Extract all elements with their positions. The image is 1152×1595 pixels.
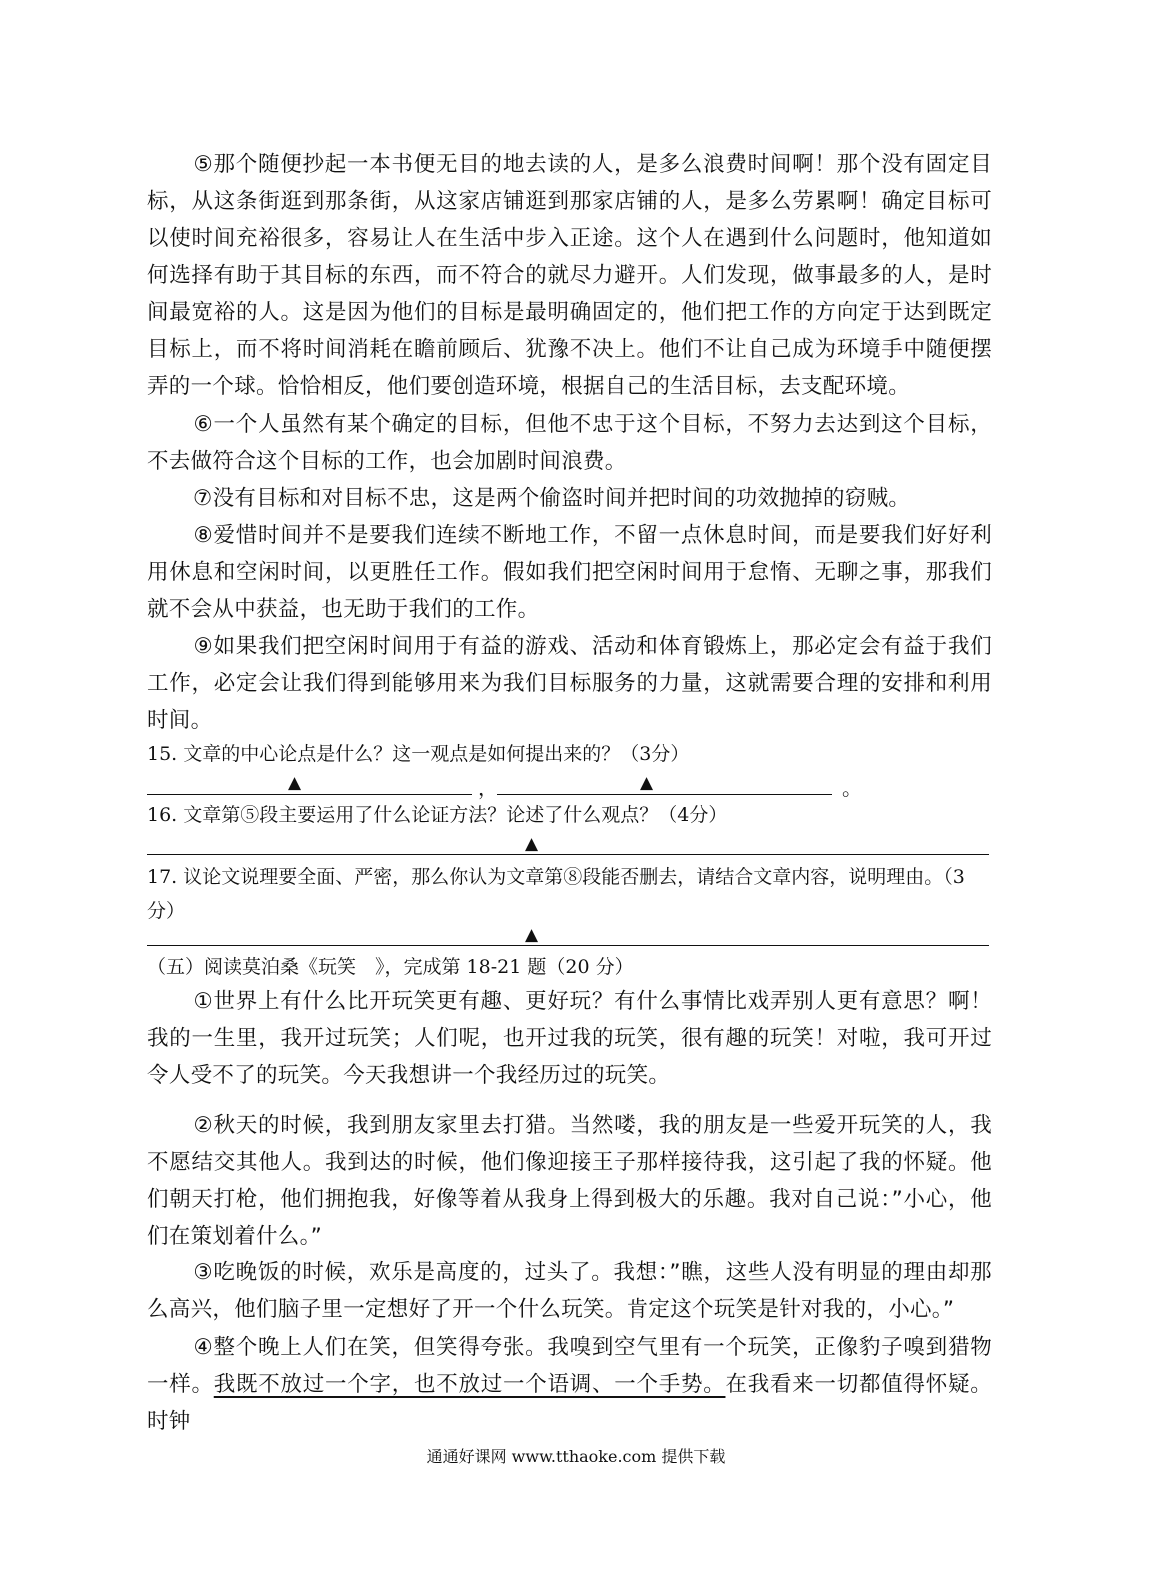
paragraph-7: ⑦没有目标和对目标不忠，这是两个偷盗时间并把时间的功效抛掉的窃贼。 bbox=[193, 486, 911, 511]
section-5-heading: （五）阅读莫泊桑《玩笑 》，完成第 18-21 题（20 分） bbox=[147, 956, 634, 978]
q15-period: 。 bbox=[842, 776, 862, 800]
paragraph-5: ⑤那个随便抄起一本书便无目的地去读的人，是多么浪费时间啊！那个没有固定目标，从这条街逛到那条街，从这家店铺逛到那家店铺的人，是多么劳累啊！确定目标可以使时间充裕很多，容易让人在生活中步入正途。这个人在遇到什么问题时，他知道如何选择有助于其目标的东西，而不符合的就尽力避开。人们发现，做事最多的人，是时间最宽裕的人。这是因为他们的目标是最明确固定的，他们把工作的方向定于达到既定目标上，而不将时间消耗在瞻前顾后、犹豫不决上。他们不让自己成为环境手中随便摆弄的一个球。恰恰相反，他们要创造环境，根据自己的生活目标，去支配环境。 bbox=[147, 152, 992, 399]
underlined-sentence: 我既不放过一个字，也不放过一个语调、一个手势。 bbox=[213, 1372, 726, 1397]
answer-line-15a[interactable] bbox=[147, 794, 472, 795]
answer-marker-17: ▲ bbox=[525, 925, 539, 945]
question-17: 17. 议论文说理要全面、严密，那么你认为文章第⑧段能否删去，请结合文章内容，说明理由。（3分） bbox=[147, 866, 965, 922]
paragraph-8: ⑧爱惜时间并不是要我们连续不断地工作，不留一点休息时间，而是要我们好好利用休息和空闲时间，以更胜任工作。假如我们把空闲时间用于怠惰、无聊之事，那我们就不会从中获益，也无助于我们的工作。 bbox=[147, 523, 992, 622]
q15-comma: ， bbox=[478, 776, 498, 800]
answer-line-15b[interactable] bbox=[497, 794, 832, 795]
footer-credit: 通通好课网 www.tthaoke.com 提供下载 bbox=[426, 1447, 726, 1466]
answer-marker-16: ▲ bbox=[525, 834, 539, 854]
answer-marker-15a: ▲ bbox=[288, 773, 302, 793]
paragraph-9: ⑨如果我们把空闲时间用于有益的游戏、活动和体育锻炼上，那必定会有益于我们工作，必定会让我们得到能够用来为我们目标服务的力量，这就需要合理的安排和利用时间。 bbox=[147, 634, 992, 733]
question-15: 15. 文章的中心论点是什么？这一观点是如何提出来的？（3分） bbox=[147, 743, 690, 765]
question-16: 16. 文章第⑤段主要运用了什么论证方法？论述了什么观点？（4分） bbox=[147, 804, 728, 826]
answer-marker-15b: ▲ bbox=[640, 773, 654, 793]
story-paragraph-2: ②秋天的时候，我到朋友家里去打猎。当然喽，我的朋友是一些爱开玩笑的人，我不愿结交其他人。我到达的时候，他们像迎接王子那样接待我，这引起了我的怀疑。他们朝天打枪，他们拥抱我，好像等着从我身上得到极大的乐趣。我对自己说：”小心，他们在策划着什么。” bbox=[147, 1113, 992, 1249]
answer-line-16[interactable] bbox=[147, 854, 989, 855]
story-paragraph-1: ①世界上有什么比开玩笑更有趣、更好玩？有什么事情比戏弄别人更有意思？啊！我的一生里，我开过玩笑；人们呢，也开过我的玩笑，很有趣的玩笑！对啦，我可开过令人受不了的玩笑。今天我想讲一个我经历过的玩笑。 bbox=[147, 989, 992, 1088]
paragraph-6: ⑥一个人虽然有某个确定的目标，但他不忠于这个目标，不努力去达到这个目标，不去做符合这个目标的工作，也会加剧时间浪费。 bbox=[147, 412, 992, 474]
story-paragraph-4: ④整个晚上人们在笑，但笑得夸张。我嗅到空气里有一个玩笑，正像豹子嗅到猎物一样。我既不放过一个字，也不放过一个语调、一个手势。在我看来一切都值得怀疑。时钟 bbox=[147, 1335, 992, 1434]
answer-line-17[interactable] bbox=[147, 945, 989, 946]
story-paragraph-3: ③吃晚饭的时候，欢乐是高度的，过头了。我想：”瞧，这些人没有明显的理由却那么高兴，他们脑子里一定想好了开一个什么玩笑。肯定这个玩笑是针对我的，小心。” bbox=[147, 1260, 992, 1322]
